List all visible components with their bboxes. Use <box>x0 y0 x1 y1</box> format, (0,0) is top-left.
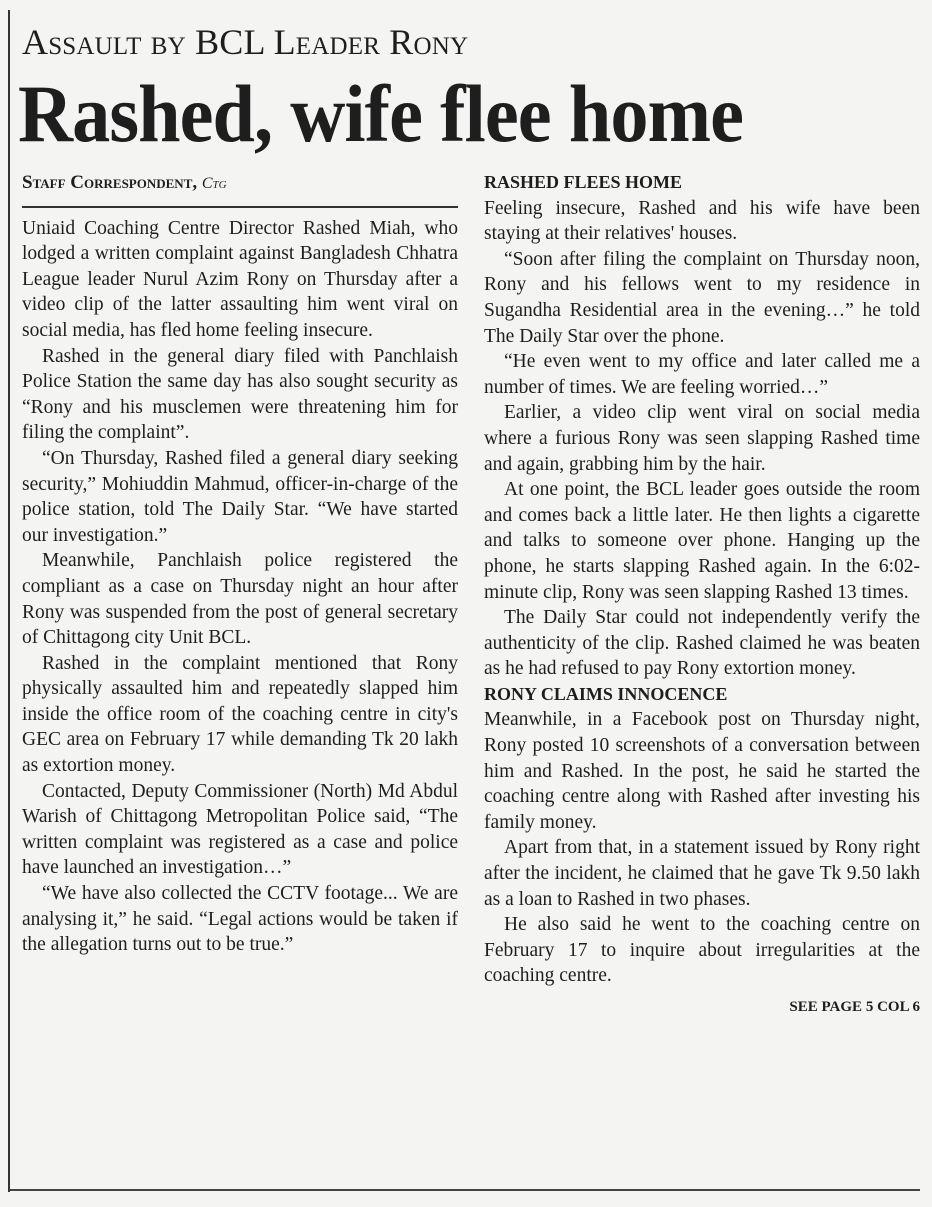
continued-jump-line: SEE PAGE 5 COL 6 <box>789 999 920 1015</box>
right-column <box>484 170 920 1021</box>
paragraph: Uniaid Coaching Centre Director Rashed Miah, who lodged a written complaint against Bangladesh Chhatra League leader Nurul Azim Rony on Thursday after a video clip of the latter assaulting him went viral on social media, has fled home feeling insecure. <box>22 217 458 341</box>
left-column <box>22 170 458 958</box>
paragraph: Earlier, a video clip went viral on social media where a furious Rony was seen slapping Rashed time and again, grabbing him by the hair. <box>484 402 920 475</box>
paragraph: At one point, the BCL leader goes outside the room and comes back a little later. He then lights a cigarette and talks to someone over phone. Hanging up the phone, he starts slapping Rashed again. In the 6:02-minute clip, Rony was seen slapping Rashed 13 times. <box>484 479 920 603</box>
byline-location: Ctg <box>201 175 227 192</box>
paragraph: “On Thursday, Rashed filed a general diary seeking security,” Mohiuddin Mahmud, officer-in-charge of the police station, told The Daily Star. “We have started our investigation.” <box>22 447 458 546</box>
bottom-rule <box>10 1189 920 1191</box>
paragraph: Meanwhile, in a Facebook post on Thursday night, Rony posted 10 screenshots of a conversation between him and Rashed. In the post, he said he started the coaching centre along with Rashed after investing his family money. <box>484 709 920 833</box>
paragraph: “He even went to my office and later called me a number of times. We are feeling worried…” <box>484 351 920 398</box>
paragraph: Contacted, Deputy Commissioner (North) Md Abdul Warish of Chittagong Metropolitan Police said, “The written complaint was registered as a case and police have launched an investigation…” <box>22 780 458 879</box>
paragraph: Rashed in the complaint mentioned that Rony physically assaulted him and repeatedly slapped him inside the office room of the coaching centre in city's GEC area on February 17 while demanding Tk 20 lakh as extortion money. <box>22 652 458 777</box>
paragraph: Meanwhile, Panchlaish police registered the compliant as a case on Thursday night an hour after Rony was suspended from the post of general secretary of Chittagong city Unit BCL. <box>22 550 458 649</box>
paragraph: “We have also collected the CCTV footage... We are analysing it,” he said. “Legal actions would be taken if the allegation turns out to be true.” <box>22 883 458 956</box>
paragraph: The Daily Star could not independently verify the authenticity of the clip. Rashed claimed he was beaten as he had refused to pay Rony extortion money. <box>484 607 920 680</box>
paragraph: Rashed in the general diary filed with Panchlaish Police Station the same day has also sought security as “Rony and his musclemen were threatening him for filing the complaint”. <box>22 345 458 444</box>
paragraph: He also said he went to the coaching centre on February 17 to inquire about irregularities at the coaching centre. <box>484 914 920 987</box>
paragraph: Apart from that, in a statement issued by Rony right after the incident, he claimed that he gave Tk 9.50 lakh as a loan to Rashed in two phases. <box>484 837 920 910</box>
byline <box>22 170 458 208</box>
subheading-rashed-flees: RASHED FLEES HOME <box>484 172 683 192</box>
kicker: Assault by BCL Leader Rony <box>22 22 469 62</box>
left-column-rule <box>8 10 10 1192</box>
subheading-rony-claims: RONY CLAIMS INNOCENCE <box>484 683 728 704</box>
paragraph: Feeling insecure, Rashed and his wife have been staying at their relatives' houses. <box>484 197 920 245</box>
paragraph: “Soon after filing the complaint on Thursday noon, Rony and his fellows went to my residence in Sugandha Residential area in the evening…” he told The Daily Star over the phone. <box>484 248 920 347</box>
headline: Rashed, wife flee home <box>18 68 744 159</box>
byline-role: Staff Correspondent, <box>22 172 198 193</box>
